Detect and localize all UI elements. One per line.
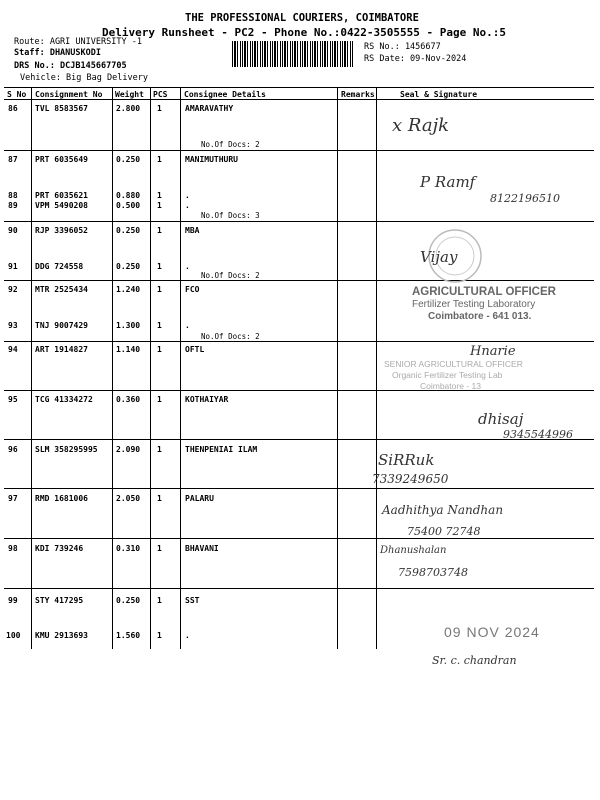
row-weight: 0.250 — [116, 596, 141, 605]
row-consignee: . — [185, 191, 190, 200]
row-consignment-no: STY 417295 — [35, 596, 84, 605]
docs-count: No.Of Docs: 2 — [201, 271, 260, 280]
row-pcs: 1 — [157, 631, 162, 640]
row-consignment-no: KDI 739246 — [35, 544, 84, 553]
phone-87: 8122196510 — [490, 192, 560, 205]
row-weight: 1.300 — [116, 321, 141, 330]
row-pcs: 1 — [157, 445, 162, 454]
city2-stamp: Coimbatore - 13 — [420, 381, 481, 391]
organic-lab-stamp: Organic Fertilizer Testing Lab — [392, 370, 503, 380]
route-label: Route: AGRI UNIVERSITY -1 — [14, 37, 142, 47]
row-consignee: MBA — [185, 226, 200, 235]
row-weight: 1.140 — [116, 345, 141, 354]
row-consignee: . — [185, 321, 190, 330]
signature-87: P Ramf — [420, 173, 476, 191]
row-consignment-no: DDG 724558 — [35, 262, 84, 271]
signature-86: x Rajk — [392, 115, 450, 136]
row-consignee: PALARU — [185, 494, 214, 503]
signature-90: Vijay — [420, 248, 458, 266]
row-weight: 0.250 — [116, 155, 141, 164]
row-pcs: 1 — [157, 494, 162, 503]
row-pcs: 1 — [157, 226, 162, 235]
phone-95: 9345544996 — [503, 428, 573, 441]
table-top-border — [4, 87, 594, 88]
row-pcs: 1 — [157, 345, 162, 354]
phone-96: 7339249650 — [372, 472, 449, 486]
barcode — [232, 41, 354, 67]
col-divider — [150, 87, 151, 649]
col-divider — [376, 87, 377, 649]
row-sno: 92 — [8, 285, 18, 294]
row-weight: 0.310 — [116, 544, 141, 553]
row-consignment-no: RJP 3396052 — [35, 226, 88, 235]
row-consignee: MANIMUTHURU — [185, 155, 238, 164]
row-sno: 90 — [8, 226, 18, 235]
row-sno: 96 — [8, 445, 18, 454]
vehicle-label: Vehicle: Big Bag Delivery — [20, 73, 148, 83]
row-weight: 2.090 — [116, 445, 141, 454]
phone-98: 7598703748 — [398, 566, 468, 579]
row-consignee: . — [185, 201, 190, 210]
row-consignee: . — [185, 631, 190, 640]
row-sno: 98 — [8, 544, 18, 553]
col-header-seal-signature: Seal & Signature — [400, 90, 478, 99]
row-weight: 0.250 — [116, 226, 141, 235]
row-weight: 0.500 — [116, 201, 141, 210]
row-consignee: . — [185, 262, 190, 271]
row-consignment-no: KMU 2913693 — [35, 631, 88, 640]
row-consignment-no: PRT 6035649 — [35, 155, 88, 164]
row-consignee: SST — [185, 596, 200, 605]
row-weight: 0.360 — [116, 395, 141, 404]
row-sno: 87 — [8, 155, 18, 164]
col-header-consignee: Consignee Details — [184, 90, 266, 99]
col-divider — [337, 87, 338, 649]
group-divider — [4, 488, 594, 489]
row-consignment-no: VPM 5490208 — [35, 201, 88, 210]
row-consignment-no: RMD 1681006 — [35, 494, 88, 503]
row-consignee: BHAVANI — [185, 544, 219, 553]
group-divider — [4, 390, 594, 391]
row-consignee: AMARAVATHY — [185, 104, 234, 113]
lab-stamp: Fertilizer Testing Laboratory — [412, 299, 536, 310]
row-sno: 89 — [8, 201, 18, 210]
row-weight: 1.240 — [116, 285, 141, 294]
row-pcs: 1 — [157, 155, 162, 164]
row-sno: 91 — [8, 262, 18, 271]
signature-96: SiRRuk — [378, 451, 435, 469]
group-divider — [4, 221, 594, 222]
col-divider — [112, 87, 113, 649]
row-weight: 0.880 — [116, 191, 141, 200]
row-weight: 0.250 — [116, 262, 141, 271]
company-title: THE PROFESSIONAL COURIERS, COIMBATORE — [185, 12, 419, 24]
signature-98: Dhanushalan — [380, 545, 447, 556]
row-sno: 88 — [8, 191, 18, 200]
docs-count: No.Of Docs: 2 — [201, 140, 260, 149]
row-sno: 97 — [8, 494, 18, 503]
docs-count: No.Of Docs: 2 — [201, 332, 260, 341]
group-divider — [4, 588, 594, 589]
row-pcs: 1 — [157, 191, 162, 200]
row-consignment-no: ART 1914827 — [35, 345, 88, 354]
row-pcs: 1 — [157, 395, 162, 404]
row-sno: 86 — [8, 104, 18, 113]
group-divider — [4, 538, 594, 539]
row-consignment-no: TVL 8583567 — [35, 104, 88, 113]
col-header-remarks: Remarks — [341, 90, 375, 99]
signature-94: Hnarie — [470, 344, 516, 359]
row-pcs: 1 — [157, 104, 162, 113]
row-consignment-no: SLM 358295995 — [35, 445, 98, 454]
col-header-pcs: PCS — [153, 90, 168, 99]
date-stamp: 09 NOV 2024 — [444, 624, 540, 640]
drs-label: DRS No.: DCJB145667705 — [14, 61, 127, 71]
col-header-sno: S No — [7, 90, 27, 99]
row-consignee: FCO — [185, 285, 200, 294]
col-divider — [31, 87, 32, 649]
row-pcs: 1 — [157, 596, 162, 605]
row-pcs: 1 — [157, 285, 162, 294]
row-weight: 2.050 — [116, 494, 141, 503]
group-divider — [4, 341, 594, 342]
staff-label: Staff: DHANUSKODI — [14, 48, 101, 58]
row-consignment-no: TNJ 9007429 — [35, 321, 88, 330]
group-divider — [4, 280, 594, 281]
row-consignment-no: TCG 41334272 — [35, 395, 93, 404]
senior-officer-stamp: SENIOR AGRICULTURAL OFFICER — [384, 359, 523, 369]
agri-officer-stamp: AGRICULTURAL OFFICER — [412, 286, 556, 298]
row-sno: 94 — [8, 345, 18, 354]
phone-97: 75400 72748 — [407, 525, 481, 538]
runsheet-subtitle: Delivery Runsheet - PC2 - Phone No.:0422-3505555 - Page No.:5 — [102, 26, 506, 39]
row-sno: 93 — [8, 321, 18, 330]
row-sno: 100 — [6, 631, 21, 640]
header-bottom-border — [4, 99, 594, 100]
col-header-weight: Weight — [115, 90, 144, 99]
row-consignee: THENPENIAI ILAM — [185, 445, 258, 454]
row-weight: 2.800 — [116, 104, 141, 113]
signature-97: Aadhithya Nandhan — [382, 503, 504, 517]
row-pcs: 1 — [157, 201, 162, 210]
row-consignment-no: MTR 2525434 — [35, 285, 88, 294]
row-consignment-no: PRT 6035621 — [35, 191, 88, 200]
row-pcs: 1 — [157, 544, 162, 553]
row-consignee: KOTHAIYAR — [185, 395, 229, 404]
rs-number: RS No.: 1456677 — [364, 42, 441, 52]
signature-95: dhisaj — [478, 410, 524, 428]
row-pcs: 1 — [157, 262, 162, 271]
col-header-consignment: Consignment No — [35, 90, 103, 99]
row-consignee: OFTL — [185, 345, 205, 354]
row-weight: 1.560 — [116, 631, 141, 640]
city-stamp: Coimbatore - 641 013. — [428, 311, 532, 322]
rs-date: RS Date: 09-Nov-2024 — [364, 54, 467, 64]
signature-100: Sr. c. chandran — [432, 654, 517, 667]
group-divider — [4, 150, 594, 151]
col-divider — [180, 87, 181, 649]
row-pcs: 1 — [157, 321, 162, 330]
docs-count: No.Of Docs: 3 — [201, 211, 260, 220]
row-sno: 95 — [8, 395, 18, 404]
row-sno: 99 — [8, 596, 18, 605]
